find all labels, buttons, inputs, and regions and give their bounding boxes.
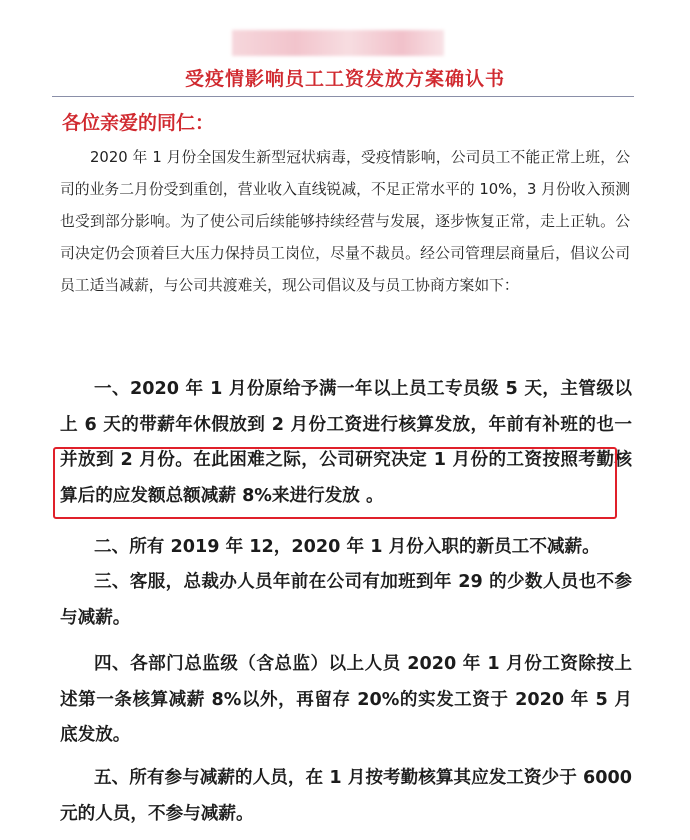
clause-4: 四、各部门总监级（含总监）以上人员 2020 年 1 月份工资除按上述第一条核算减薪 8%以外，再留存 20%的实发工资于 2020 年 5 月底发放。 (60, 654, 632, 745)
clause-5: 五、所有参与减薪的人员，在 1 月按考勤核算其应发工资少于 6000 元的人员，不参与减薪。 (60, 768, 632, 824)
highlight-box (53, 447, 617, 519)
title-divider (52, 96, 634, 97)
intro-paragraph: 2020 年 1 月份全国发生新型冠状病毒，受疫情影响，公司员工不能正常上班，公司的业务二月份受到重创，营业收入直线锐减，不足正常水平的 10%，3 月份收入预测也受到部分影响。为了使公司后续能够持续经营与发展，逐步恢复正常，走上正轨。公司决定仍会顶着巨大压力保持员工岗位，尽量不裁员。经公司管理层商量后，倡议公司员工适当减薪，与公司共渡难关，现公司倡议及与员工协商方案如下： (60, 149, 630, 294)
clause-1: 一、2020 年 1 月份原给予满一年以上员工专员级 5 天，主管级以上 6 天的带薪年休假放到 2 月份工资进行核算发放，年前有补班的也一并放到 2 月份。在此困难之际，公司研究决定 1 月份的工资按照考勤核算后的应发额总额减薪 8%来进行发放 。 (60, 379, 632, 506)
document-title: 受疫情影响员工工资发放方案确认书 (184, 68, 505, 90)
salutation: 各位亲爱的同仁： (62, 112, 215, 134)
blurred-header (232, 30, 444, 56)
clause-3: 三、客服，总裁办人员年前在公司有加班到年 29 的少数人员也不参与减薪。 (60, 572, 632, 628)
clause-2: 二、所有 2019 年 12，2020 年 1 月份入职的新员工不减薪。 (94, 537, 600, 557)
